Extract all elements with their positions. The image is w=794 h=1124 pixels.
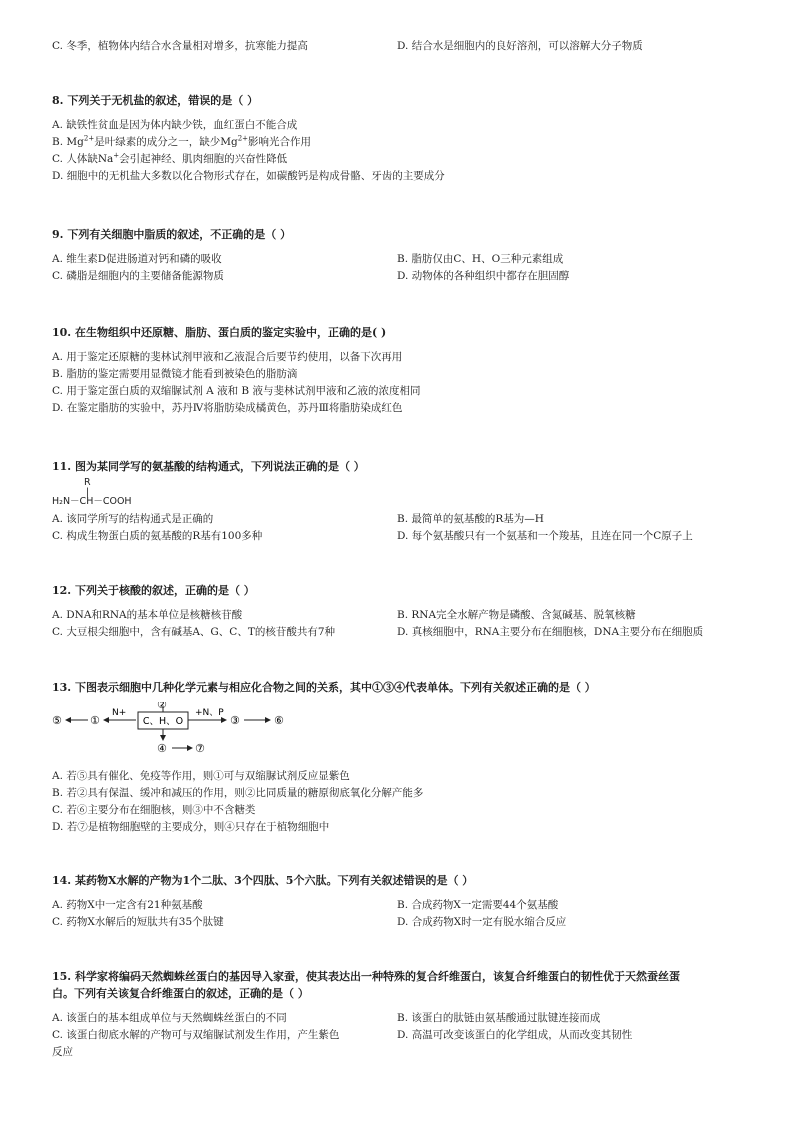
q8-option-b: B. $Mg^{2+}$是叶绿素的成分之一，缺少$Mg^{2+}$影响光合作用 [52,134,312,148]
q11-option-d: D. 每个氨基酸只有一个氨基和一个羧基，且连在同一个C原子上 [397,530,693,542]
question-11-title: 11. 图为某同学写的氨基酸的结构通式，下列说法正确的是（ ） [52,460,365,473]
node-2: ② [157,702,167,711]
q12-option-d: D. 真核细胞中，RNA主要分布在细胞核，DNA主要分布在细胞质 [397,626,704,638]
q8-option-d: D. 细胞中的无机盐大多数以化合物形式存在，如碳酸钙是构成骨骼、牙齿的主要成分 [52,170,445,182]
question-15 [52,968,752,1061]
node-5: ⑤ [52,714,62,727]
structure-bond: | [86,487,90,498]
node-7: ⑦ [195,742,205,755]
question-14-title: 14. 某药物X水解的产物为1个二肽、3个四肽、5个六肽。下列有关叙述错误的是（ ） [52,874,474,887]
q10-option-b: B. 脂肪的鉴定需要用显微镜才能看到被染色的脂肪滴 [52,368,298,380]
question-12 [52,582,752,641]
q9-option-a: A. 维生素D促进肠道对钙和磷的吸收 [52,253,222,265]
question-9 [52,226,752,285]
question-12-title: 12. 下列关于核酸的叙述，正确的是（ ） [52,584,255,597]
q7-option-c: C. 冬季，植物体内结合水含量相对增多，抗寒能力提高 [52,40,308,52]
q9-option-b: B. 脂肪仅由C、H、O三种元素组成 [397,253,564,265]
question-14 [52,872,752,931]
q14-option-c: C. 药物X水解后的短肽共有35个肽键 [52,916,224,928]
q13-option-a: A. 若⑤具有催化、免疫等作用，则①可与双缩脲试剂反应显紫色 [52,770,350,782]
q7-option-d: D. 结合水是细胞内的良好溶剂，可以溶解大分子物质 [397,40,643,52]
q8-option-a: A. 缺铁性贫血是因为体内缺少铁，血红蛋白不能合成 [52,119,298,131]
q10-option-c: C. 用于鉴定蛋白质的双缩脲试剂 A 液和 B 液与斐林试剂甲液和乙液的浓度相同 [52,385,421,397]
q13-option-d: D. 若⑦是植物细胞壁的主要成分，则④只存在于植物细胞中 [52,821,330,833]
question-15-title-line1: 15. 科学家将编码天然蜘蛛丝蛋白的基因导入家蚕，使其表达出一种特殊的复合纤维蛋白，该复合纤维蛋白的韧性优于天然蚕丝蛋 [52,970,680,983]
q9-option-d: D. 动物体的各种组织中都存在胆固醇 [397,270,570,282]
question-8 [52,92,752,185]
node-4: ④ [157,742,167,755]
question-13 [52,679,752,836]
structure-r-group: R [84,477,91,488]
q9-option-c: C. 磷脂是细胞内的主要储备能源物质 [52,270,224,282]
node-6: ⑥ [274,714,284,727]
q13-option-b: B. 若②具有保温、缓冲和减压的作用，则②比同质量的糖原彻底氧化分解产能多 [52,787,424,799]
q11-option-c: C. 构成生物蛋白质的氨基酸的R基有100多种 [52,530,263,542]
q15-option-b: B. 该蛋白的肽链由氨基酸通过肽键连接而成 [397,1012,601,1024]
question-10 [52,324,752,417]
right-label: +N、P [195,708,224,718]
amino-acid-structure [52,477,752,511]
node-1: ① [90,714,100,727]
question-11 [52,458,752,545]
q15-option-d: D. 高温可改变该蛋白的化学组成，从而改变其韧性 [397,1029,633,1041]
q11-option-a: A. 该同学所写的结构通式是正确的 [52,513,214,525]
question-15-title-line2: 白。下列有关该复合纤维蛋白的叙述，正确的是（ ） [52,987,309,1000]
q13-option-c: C. 若⑥主要分布在细胞核，则③中不含糖类 [52,804,256,816]
node-3: ③ [230,714,240,727]
structure-formula: H₂N－CH－COOH [52,496,132,507]
q7-options-tail [52,38,752,55]
question-8-title: 8. 下列关于无机盐的叙述，错误的是（ ） [52,94,259,107]
q12-option-b: B. RNA完全水解产物是磷酸、含氮碱基、脱氧核糖 [397,609,636,621]
q15-option-c: C. 该蛋白彻底水解的产物可与双缩脲试剂发生作用，产生紫色 反应 [52,1029,340,1058]
q12-option-c: C. 大豆根尖细胞中，含有碱基A、G、C、T的核苷酸共有7种 [52,626,336,638]
q10-option-a: A. 用于鉴定还原糖的斐林试剂甲液和乙液混合后要节约使用，以备下次再用 [52,351,403,363]
question-13-title: 13. 下图表示细胞中几种化学元素与相应化合物之间的关系，其中①③④代表单体。下列有关叙述正确的是（ ） [52,681,596,694]
q8-option-c: C. 人体缺Na+会引起神经、肌肉细胞的兴奋性降低 [52,151,288,165]
q10-option-d: D. 在鉴定脂肪的实验中，苏丹Ⅳ将脂肪染成橘黄色，苏丹Ⅲ将脂肪染成红色 [52,402,403,414]
q14-option-d: D. 合成药物X时一定有脱水缩合反应 [397,916,567,928]
question-10-title: 10. 在生物组织中还原糖、脂肪、蛋白质的鉴定实验中，正确的是( ) [52,326,387,339]
element-compound-diagram [52,702,332,758]
center-elements: C、H、O [142,716,184,727]
q14-option-a: A. 药物X中一定含有21种氨基酸 [52,899,203,911]
q15-option-a: A. 该蛋白的基本组成单位与天然蜘蛛丝蛋白的不同 [52,1012,287,1024]
q11-option-b: B. 最简单的氨基酸的R基为—H [397,513,544,525]
q12-option-a: A. DNA和RNA的基本单位是核糖核苷酸 [52,609,243,621]
left-label: N+ [112,708,127,718]
question-9-title: 9. 下列有关细胞中脂质的叙述，不正确的是（ ） [52,228,292,241]
q14-option-b: B. 合成药物X一定需要44个氨基酸 [397,899,559,911]
